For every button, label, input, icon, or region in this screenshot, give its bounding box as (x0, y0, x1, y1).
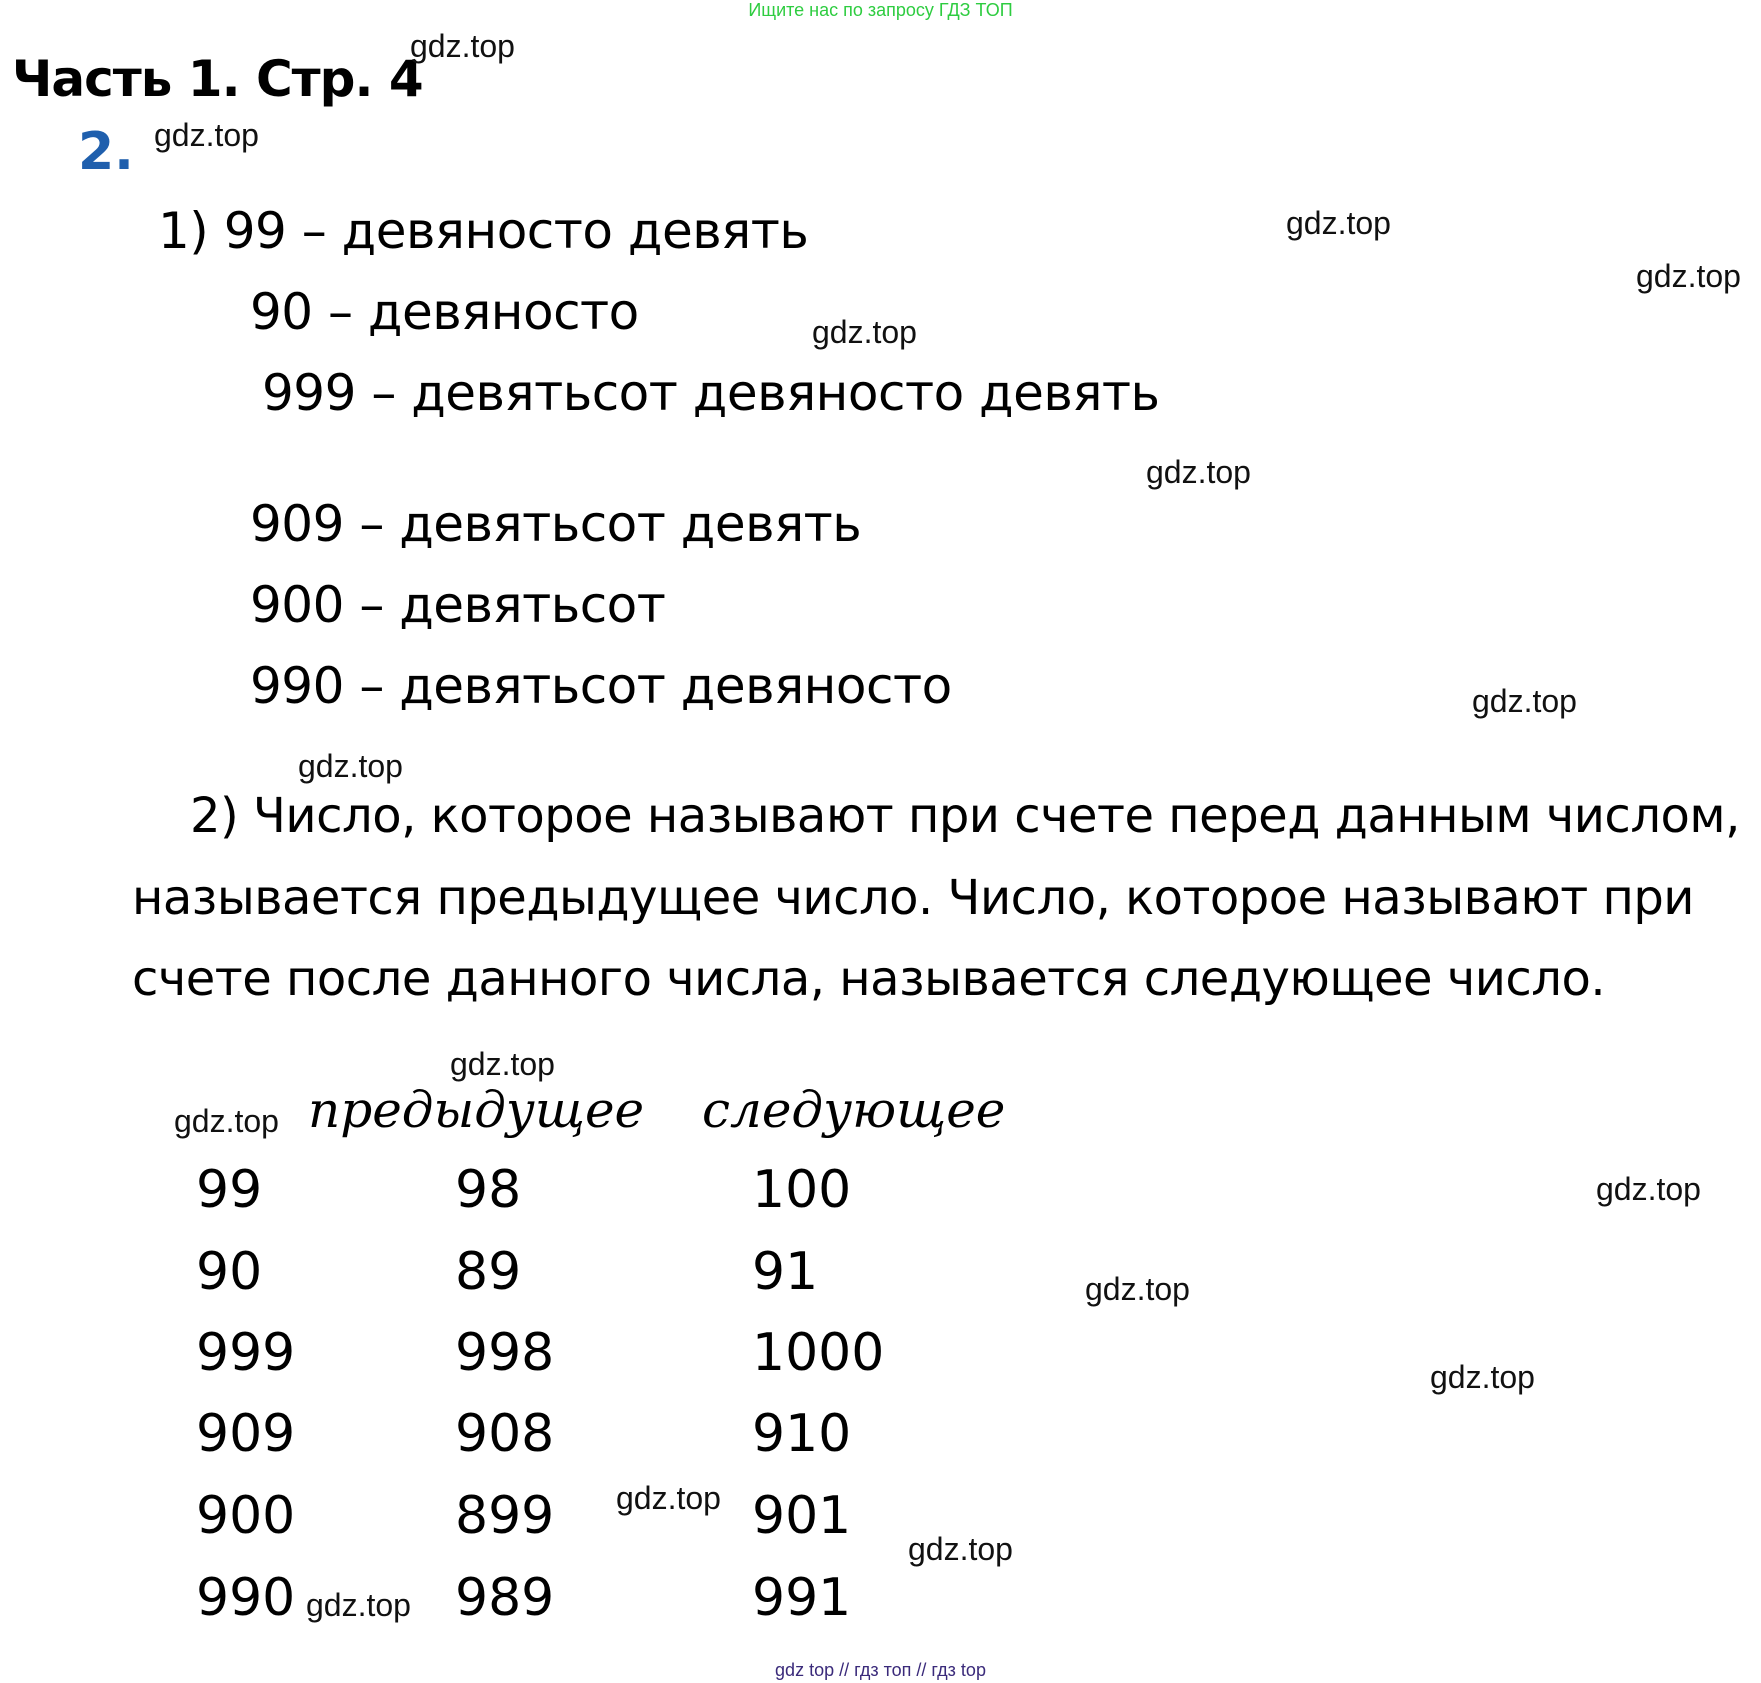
table-cell-next: 991 (752, 1568, 852, 1628)
watermark: gdz.top (1472, 683, 1577, 719)
part1-line-5: 900 – девятьсот (250, 576, 666, 634)
watermark: gdz.top (908, 1531, 1013, 1567)
watermark: gdz.top (306, 1587, 411, 1623)
header-previous: предыдущее (308, 1081, 645, 1139)
table-cell-previous: 89 (455, 1242, 522, 1302)
table-cell-number: 900 (196, 1486, 296, 1546)
header-next: следующее (702, 1081, 1006, 1139)
part2-line-1: 2) Число, которое называют при счете перед данным числом, (190, 788, 1740, 844)
watermark: gdz.top (1636, 258, 1741, 294)
table-cell-number: 990 (196, 1568, 296, 1628)
part1-line-2: 90 – девяносто (250, 283, 639, 341)
page-heading: Часть 1. Стр. 4 (12, 50, 423, 108)
watermark: gdz.top (616, 1480, 721, 1516)
table-cell-previous: 899 (455, 1486, 555, 1546)
watermark: gdz.top (450, 1046, 555, 1082)
watermark: gdz.top (154, 117, 259, 153)
watermark: gdz.top (1430, 1359, 1535, 1395)
watermark: gdz.top (1596, 1171, 1701, 1207)
watermark: gdz.top (298, 748, 403, 784)
footer: gdz top // гдз топ // гдз top (775, 1660, 986, 1680)
part1-line-1: 1) 99 – девяносто девять (158, 202, 809, 260)
table-cell-number: 99 (196, 1160, 263, 1220)
table-cell-previous: 989 (455, 1568, 555, 1628)
part1-line-4: 909 – девятьсот девять (250, 495, 862, 553)
table-cell-previous: 998 (455, 1323, 555, 1383)
watermark: gdz.top (812, 314, 917, 350)
watermark: gdz.top (1085, 1271, 1190, 1307)
part2-line-2: называется предыдущее число. Число, которое называют при (132, 870, 1694, 926)
watermark: gdz.top (1146, 454, 1251, 490)
top-banner: Ищите нас по запросу ГДЗ ТОП (748, 0, 1013, 20)
table-cell-number: 90 (196, 1242, 263, 1302)
watermark: gdz.top (174, 1103, 279, 1139)
table-cell-number: 909 (196, 1404, 296, 1464)
part2-line-3: счете после данного числа, называется следующее число. (132, 951, 1606, 1007)
table-cell-number: 999 (196, 1323, 296, 1383)
task-number: 2. (78, 122, 134, 182)
part1-line-6: 990 – девятьсот девяносто (250, 657, 952, 715)
table-cell-next: 100 (752, 1160, 852, 1220)
table-cell-next: 91 (752, 1242, 819, 1302)
table-cell-next: 910 (752, 1404, 852, 1464)
part1-line-3: 999 – девятьсот девяносто девять (262, 364, 1160, 422)
table-cell-previous: 908 (455, 1404, 555, 1464)
table-cell-next: 1000 (752, 1323, 885, 1383)
watermark: gdz.top (410, 28, 515, 64)
watermark: gdz.top (1286, 205, 1391, 241)
table-cell-previous: 98 (455, 1160, 522, 1220)
table-cell-next: 901 (752, 1486, 852, 1546)
